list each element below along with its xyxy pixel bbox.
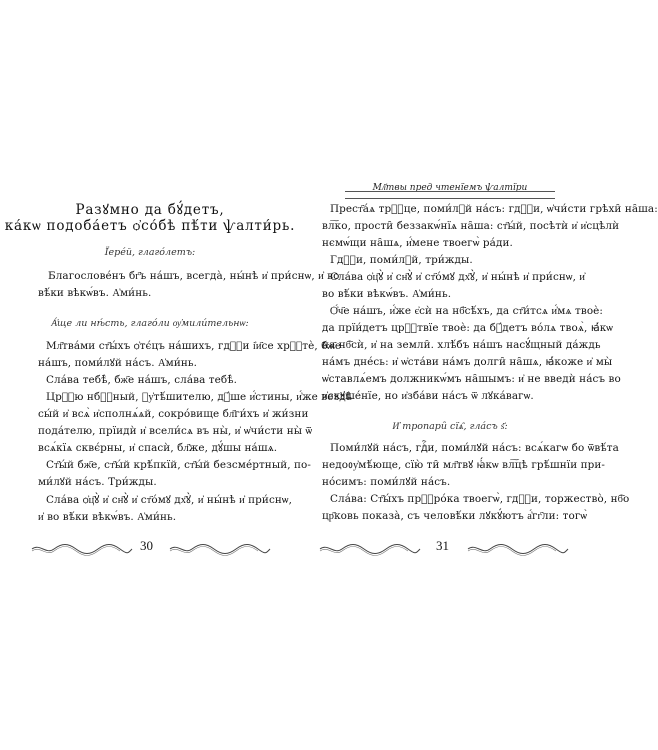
left-title-line-1: Разꙋмно да бꙋ́детъ, [75, 202, 225, 218]
prayer-line-5: сы́й и҆ всѧ̀ и҆сполнѧ́ѧй, сокро́вище бл҃ги́хъ и҆ жи́зни [38, 408, 309, 420]
troparion-line-1: Поми́лꙋй на́съ, гдⷭ҇и, поми́лꙋй на́съ: всѧ́кагѡ бо ѿвѣ́та [330, 442, 619, 454]
prayer-line-4: Црⷭ҇ю нбⷭ҇ный, ᲂу҆тѣ́шителю, дꙋ́ше и҆́стины, и҆́же вездѣ̀ [46, 391, 353, 403]
page-number-left: 30 [140, 538, 153, 553]
prayer-line-1: Мл҃тва́ми ст҃ы́хъ ѻ҆тє́цъ на́шихъ, гдⷭ҇и і҆и҃се хрⷭ҇тѐ, бж҃е [46, 340, 342, 352]
prayer-line-8: Ст҃ы́й бж҃е, ст҃ы́й крѣ́пкїй, ст҃ы́й безсме́ртный, по- [46, 459, 312, 471]
right-footer-ornament-2 [466, 543, 570, 555]
right-prayer-line-8: да прїи́детъ црⷭ҇твїе твоѐ: да бꙋ́детъ во́лѧ твоѧ̀, ꙗ҆́кѡ [322, 322, 613, 334]
right-prayer-line-1: Прест҃а́ѧ трⷪ҇це, поми́лꙋй на́съ: гдⷭ҇и, ѡ҆чи́сти грѣхи̑ на̑ша: [330, 203, 658, 215]
left-footer-ornament [30, 543, 134, 555]
right-prayer-line-10: на́мъ дне́сь: и҆ ѡ҆ста́ви на́мъ долги̑ на̑шѧ, ꙗ҆́коже и҆ мы̀ [322, 356, 613, 368]
right-prayer-line-11: ѡ҆ставлѧ́емъ должникѡ́мъ на̑шымъ: и҆ не введѝ на́съ во [322, 373, 621, 385]
right-prayer-line-9: на нб҃сѝ, и҆ на земли̑. хлѣ́бъ на́шъ насꙋ́щный да́ждь [322, 339, 601, 351]
prayer-line-10: Сла́ва ѻ҆ц҃ꙋ̀ и҆ сн҃ꙋ̀ и҆ ст҃о́мꙋ дх҃ꙋ̀, и҆ ны́нѣ и҆ при́снѡ, [46, 494, 292, 506]
troparion-line-4: Сла́ва: Ст҃ы́хъ прⷪ҇ро́ка твоегѡ̀, гдⷭ҇и, торжество̀, нб҃о [330, 493, 630, 505]
left-rubric-otherwise: А҆́ще ли нѣ́сть, глаго́ли ѹ҆мили́тельнѡ: [51, 318, 249, 329]
prayer-line-3: Сла́ва тебѣ̀, бж҃е на́шъ, сла́ва тебѣ̀. [46, 374, 237, 386]
right-prayer-line-3: нємѡ́щи на̑шѧ, и҆́мене твоегѡ̀ ра́ди. [322, 237, 513, 249]
prayer-line-7: всѧ́кїѧ сквє́рны, и҆ спасѝ, бл҃же, дꙋ́шы на́шѧ. [38, 442, 278, 454]
blessing-line-1: Благослове́нъ бг҃ъ на́шъ, всегда̀, ны́нѣ и҆ при́снѡ, и҆ во [48, 270, 340, 282]
troparion-line-5: цр҃ковь показа̀, съ человѣ́ки лꙋкꙋ́ютъ а҆́гг҃ли: тогѡ̀ [322, 510, 588, 522]
left-rubric-priest: Їере́й, глаго́летъ: [104, 247, 196, 258]
left-title-line-2: ка́кѡ подоба́етъ ѻ҆со́бѣ пѣ́ти ѱалти́рь. [4, 218, 296, 234]
right-prayer-line-4: Гдⷭ҇и, поми́лꙋй, три́жды. [330, 254, 473, 266]
right-prayer-line-7: Ѻ҆́ч҃е на́шъ, и҆́же є҆сѝ на нб҃cѣ́хъ, да ст҃и́тсѧ и҆́мѧ твоѐ: [330, 305, 604, 317]
right-prayer-line-2: вл͠ко, прости̑ беззакѡ́нїѧ на̑ша: ст҃ы́й, посѣтѝ и҆ и҆сцѣлѝ [322, 220, 620, 232]
right-page [300, 0, 658, 750]
prayer-line-11: и҆ во вѣ́ки вѣкѡ́въ. А҆ми́нь. [38, 511, 177, 523]
right-footer-ornament [318, 543, 422, 555]
right-prayer-line-5: Сла́ва ѻ҆ц҃ꙋ̀ и҆ сн҃ꙋ̀ и҆ ст҃о́мꙋ дх҃ꙋ̀, и҆ ны́нѣ и҆ при́снѡ, и҆ [330, 271, 586, 283]
blessing-line-2: вѣ́ки вѣкѡ́въ. А҆ми́нь. [38, 287, 152, 299]
right-rubric-troparia: И҆ тропари̑ сїѧ̑, гла́съ ѕ҃: [392, 421, 508, 432]
running-head: Мл҃твы пред чтенїемъ ѱалтїри [300, 182, 600, 193]
left-footer-ornament-2 [168, 543, 272, 555]
prayer-line-6: пода́телю, прїидѝ и҆ всели́сѧ въ ны̀, и҆ ѡ҆чи́сти ны̀ ѿ [38, 425, 313, 437]
right-prayer-line-12: и҆скꙋше́нїе, но и҆зба́ви на́съ ѿ лꙋка́вагѡ. [322, 390, 534, 402]
troparion-line-2: недоᲂу҆мѣ́юще, сїю̀ ти̑ мл҃твꙋ ꙗ҆́кѡ вл͠цѣ грѣ́шнїи при- [322, 459, 606, 471]
troparion-line-3: но́симъ: поми́лꙋй на́съ. [322, 476, 451, 488]
page-number-right: 31 [436, 538, 449, 553]
prayer-line-2: на́шъ, поми́лꙋй на́съ. А҆ми́нь. [38, 357, 198, 369]
right-prayer-line-6: во вѣ́ки вѣкѡ́въ. А҆ми́нь. [322, 288, 452, 300]
prayer-line-9: ми́лꙋй на́съ. Три́жды. [38, 476, 157, 488]
